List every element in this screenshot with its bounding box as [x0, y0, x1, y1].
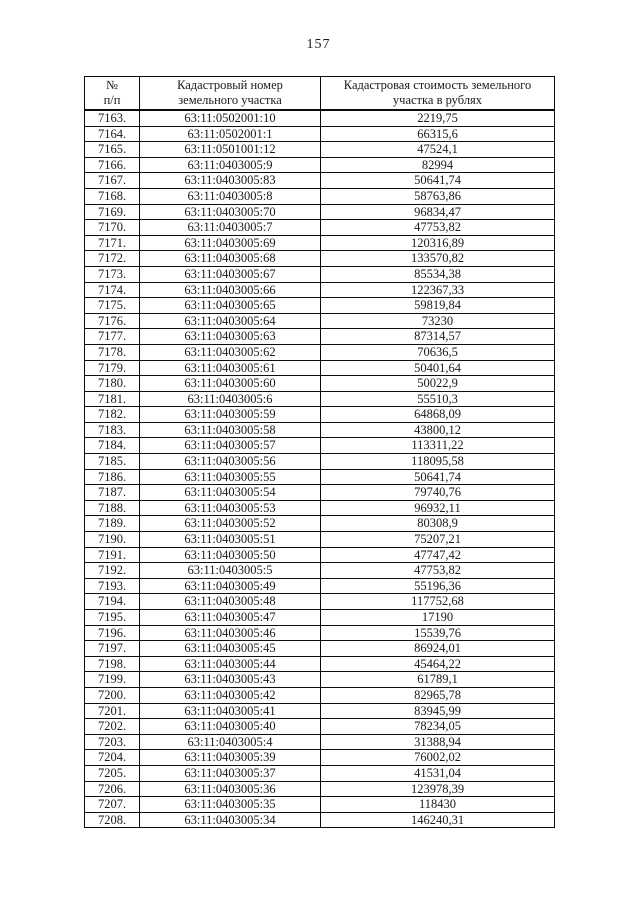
table-row — [85, 687, 555, 703]
table-row — [85, 360, 555, 376]
table-row — [85, 812, 555, 828]
cell-cadastral-value: 17190 — [321, 610, 555, 626]
cell-cadastral-value: 120316,89 — [321, 235, 555, 251]
cell-row-number: 7183. — [85, 422, 140, 438]
table-row — [85, 329, 555, 345]
cell-cadastral-number: 63:11:0403005:64 — [140, 313, 321, 329]
table-row — [85, 594, 555, 610]
cell-row-number: 7169. — [85, 204, 140, 220]
cell-cadastral-value: 113311,22 — [321, 438, 555, 454]
cell-cadastral-value: 117752,68 — [321, 594, 555, 610]
cell-cadastral-value: 43800,12 — [321, 422, 555, 438]
cell-row-number: 7197. — [85, 641, 140, 657]
cell-row-number: 7206. — [85, 781, 140, 797]
cell-row-number: 7184. — [85, 438, 140, 454]
table-row — [85, 641, 555, 657]
cell-cadastral-number: 63:11:0403005:34 — [140, 812, 321, 828]
cell-cadastral-number: 63:11:0403005:50 — [140, 547, 321, 563]
cadastral-table — [84, 76, 555, 828]
cell-cadastral-number: 63:11:0403005:49 — [140, 578, 321, 594]
cell-cadastral-value: 118430 — [321, 797, 555, 813]
cell-row-number: 7208. — [85, 812, 140, 828]
cell-row-number: 7181. — [85, 391, 140, 407]
table-row — [85, 157, 555, 173]
cell-cadastral-number: 63:11:0403005:36 — [140, 781, 321, 797]
cell-cadastral-value: 80308,9 — [321, 516, 555, 532]
cell-cadastral-number: 63:11:0403005:66 — [140, 282, 321, 298]
cell-cadastral-value: 47753,82 — [321, 220, 555, 236]
table-row — [85, 469, 555, 485]
cell-cadastral-value: 133570,82 — [321, 251, 555, 267]
cell-cadastral-number: 63:11:0403005:43 — [140, 672, 321, 688]
table-row — [85, 500, 555, 516]
header-cell-cadastral-value — [321, 77, 555, 111]
table-row — [85, 781, 555, 797]
header-line: Кадастровый номер — [177, 78, 283, 92]
cell-cadastral-value: 83945,99 — [321, 703, 555, 719]
cell-row-number: 7189. — [85, 516, 140, 532]
table-row — [85, 344, 555, 360]
cell-cadastral-value: 47747,42 — [321, 547, 555, 563]
cell-cadastral-value: 50641,74 — [321, 469, 555, 485]
cell-row-number: 7167. — [85, 173, 140, 189]
cell-cadastral-number: 63:11:0403005:67 — [140, 266, 321, 282]
cell-row-number: 7182. — [85, 407, 140, 423]
cell-cadastral-value: 58763,86 — [321, 188, 555, 204]
cell-cadastral-number: 63:11:0403005:44 — [140, 656, 321, 672]
cell-row-number: 7174. — [85, 282, 140, 298]
table-row — [85, 188, 555, 204]
cell-cadastral-value: 41531,04 — [321, 765, 555, 781]
cell-row-number: 7187. — [85, 485, 140, 501]
cell-cadastral-value: 50401,64 — [321, 360, 555, 376]
cell-cadastral-number: 63:11:0403005:35 — [140, 797, 321, 813]
cell-cadastral-value: 96834,47 — [321, 204, 555, 220]
table-row — [85, 563, 555, 579]
cell-cadastral-number: 63:11:0403005:5 — [140, 563, 321, 579]
cell-row-number: 7193. — [85, 578, 140, 594]
cell-cadastral-number: 63:11:0403005:37 — [140, 765, 321, 781]
cell-cadastral-value: 75207,21 — [321, 532, 555, 548]
cell-cadastral-number: 63:11:0403005:39 — [140, 750, 321, 766]
cell-cadastral-number: 63:11:0403005:40 — [140, 719, 321, 735]
cell-row-number: 7177. — [85, 329, 140, 345]
cell-cadastral-value: 50641,74 — [321, 173, 555, 189]
table-row — [85, 656, 555, 672]
cell-row-number: 7190. — [85, 532, 140, 548]
table-row — [85, 204, 555, 220]
table-row — [85, 454, 555, 470]
table-row — [85, 126, 555, 142]
cell-row-number: 7178. — [85, 344, 140, 360]
cell-cadastral-value: 87314,57 — [321, 329, 555, 345]
cell-cadastral-value: 118095,58 — [321, 454, 555, 470]
cell-cadastral-value: 73230 — [321, 313, 555, 329]
table-row — [85, 625, 555, 641]
cell-cadastral-number: 63:11:0403005:65 — [140, 298, 321, 314]
table-row — [85, 251, 555, 267]
cell-cadastral-number: 63:11:0403005:45 — [140, 641, 321, 657]
cell-cadastral-value: 50022,9 — [321, 376, 555, 392]
table-row — [85, 547, 555, 563]
cell-cadastral-number: 63:11:0403005:42 — [140, 687, 321, 703]
cell-row-number: 7180. — [85, 376, 140, 392]
table-row — [85, 734, 555, 750]
cell-cadastral-number: 63:11:0403005:59 — [140, 407, 321, 423]
table-body — [85, 110, 555, 828]
cell-cadastral-number: 63:11:0403005:52 — [140, 516, 321, 532]
cell-row-number: 7198. — [85, 656, 140, 672]
cell-cadastral-number: 63:11:0502001:1 — [140, 126, 321, 142]
cell-row-number: 7176. — [85, 313, 140, 329]
cell-cadastral-value: 70636,5 — [321, 344, 555, 360]
cell-row-number: 7185. — [85, 454, 140, 470]
cell-row-number: 7173. — [85, 266, 140, 282]
cell-row-number: 7200. — [85, 687, 140, 703]
cell-row-number: 7196. — [85, 625, 140, 641]
cell-cadastral-number: 63:11:0403005:60 — [140, 376, 321, 392]
cell-cadastral-value: 82994 — [321, 157, 555, 173]
table-row — [85, 266, 555, 282]
cell-cadastral-value: 66315,6 — [321, 126, 555, 142]
table-row — [85, 703, 555, 719]
cell-cadastral-value: 55510,3 — [321, 391, 555, 407]
cell-cadastral-number: 63:11:0403005:47 — [140, 610, 321, 626]
cell-cadastral-number: 63:11:0403005:4 — [140, 734, 321, 750]
table-row — [85, 578, 555, 594]
cell-cadastral-value: 55196,36 — [321, 578, 555, 594]
table-row — [85, 516, 555, 532]
cell-cadastral-value: 45464,22 — [321, 656, 555, 672]
cell-cadastral-number: 63:11:0403005:9 — [140, 157, 321, 173]
page-number: 157 — [306, 37, 331, 52]
cell-row-number: 7186. — [85, 469, 140, 485]
table-row — [85, 485, 555, 501]
cell-cadastral-value: 31388,94 — [321, 734, 555, 750]
cell-row-number: 7163. — [85, 110, 140, 126]
cell-row-number: 7165. — [85, 142, 140, 158]
cell-cadastral-number: 63:11:0403005:83 — [140, 173, 321, 189]
table-row — [85, 532, 555, 548]
cell-cadastral-number: 63:11:0502001:10 — [140, 110, 321, 126]
cell-cadastral-value: 79740,76 — [321, 485, 555, 501]
cell-row-number: 7164. — [85, 126, 140, 142]
cell-cadastral-number: 63:11:0403005:7 — [140, 220, 321, 236]
cell-cadastral-number: 63:11:0403005:68 — [140, 251, 321, 267]
table-row — [85, 298, 555, 314]
cell-cadastral-number: 63:11:0403005:58 — [140, 422, 321, 438]
table-row — [85, 376, 555, 392]
cell-row-number: 7179. — [85, 360, 140, 376]
cell-row-number: 7204. — [85, 750, 140, 766]
table-row — [85, 220, 555, 236]
cell-cadastral-value: 86924,01 — [321, 641, 555, 657]
table-row — [85, 313, 555, 329]
header-cell-row-number — [85, 77, 140, 111]
cell-cadastral-value: 76002,02 — [321, 750, 555, 766]
cell-cadastral-value: 96932,11 — [321, 500, 555, 516]
table-row — [85, 438, 555, 454]
table-row — [85, 235, 555, 251]
cell-cadastral-number: 63:11:0403005:62 — [140, 344, 321, 360]
cell-row-number: 7170. — [85, 220, 140, 236]
table-row — [85, 407, 555, 423]
cell-cadastral-value: 146240,31 — [321, 812, 555, 828]
cell-cadastral-number: 63:11:0403005:55 — [140, 469, 321, 485]
cell-cadastral-number: 63:11:0403005:46 — [140, 625, 321, 641]
table-row — [85, 282, 555, 298]
cell-cadastral-number: 63:11:0403005:70 — [140, 204, 321, 220]
cell-cadastral-value: 61789,1 — [321, 672, 555, 688]
table-row — [85, 750, 555, 766]
cell-cadastral-number: 63:11:0403005:6 — [140, 391, 321, 407]
table-row — [85, 391, 555, 407]
table-row — [85, 142, 555, 158]
header-line: участка в рублях — [392, 93, 483, 107]
table-row — [85, 719, 555, 735]
cell-cadastral-number: 63:11:0403005:57 — [140, 438, 321, 454]
table-row — [85, 765, 555, 781]
cell-row-number: 7168. — [85, 188, 140, 204]
cell-cadastral-number: 63:11:0403005:53 — [140, 500, 321, 516]
cell-cadastral-value: 123978,39 — [321, 781, 555, 797]
cell-row-number: 7192. — [85, 563, 140, 579]
cell-cadastral-number: 63:11:0403005:61 — [140, 360, 321, 376]
header-row — [85, 77, 555, 111]
table-row — [85, 672, 555, 688]
header-line: № — [106, 78, 118, 92]
cell-row-number: 7205. — [85, 765, 140, 781]
header-line: Кадастровая стоимость земельного — [343, 78, 532, 92]
cell-cadastral-number: 63:11:0403005:63 — [140, 329, 321, 345]
cell-row-number: 7172. — [85, 251, 140, 267]
header-line: п/п — [103, 93, 121, 107]
cell-cadastral-value: 78234,05 — [321, 719, 555, 735]
cell-row-number: 7166. — [85, 157, 140, 173]
cell-cadastral-value: 47524,1 — [321, 142, 555, 158]
cell-cadastral-number: 63:11:0403005:48 — [140, 594, 321, 610]
cell-row-number: 7175. — [85, 298, 140, 314]
cell-cadastral-number: 63:11:0403005:51 — [140, 532, 321, 548]
table-row — [85, 422, 555, 438]
cell-row-number: 7171. — [85, 235, 140, 251]
cell-cadastral-number: 63:11:0403005:54 — [140, 485, 321, 501]
cell-row-number: 7188. — [85, 500, 140, 516]
cell-row-number: 7195. — [85, 610, 140, 626]
cell-cadastral-value: 85534,38 — [321, 266, 555, 282]
cell-cadastral-value: 59819,84 — [321, 298, 555, 314]
cell-row-number: 7202. — [85, 719, 140, 735]
cell-cadastral-value: 82965,78 — [321, 687, 555, 703]
header-cell-cadastral-number — [140, 77, 321, 111]
table-row — [85, 173, 555, 189]
header-line: земельного участка — [178, 93, 282, 107]
table-row — [85, 797, 555, 813]
cell-row-number: 7201. — [85, 703, 140, 719]
table-row — [85, 110, 555, 126]
cell-cadastral-number: 63:11:0501001:12 — [140, 142, 321, 158]
cell-cadastral-value: 64868,09 — [321, 407, 555, 423]
cell-row-number: 7194. — [85, 594, 140, 610]
cell-cadastral-number: 63:11:0403005:69 — [140, 235, 321, 251]
cell-row-number: 7203. — [85, 734, 140, 750]
cell-cadastral-number: 63:11:0403005:8 — [140, 188, 321, 204]
cell-row-number: 7199. — [85, 672, 140, 688]
table-row — [85, 610, 555, 626]
cell-cadastral-value: 47753,82 — [321, 563, 555, 579]
cell-cadastral-value: 2219,75 — [321, 110, 555, 126]
cell-row-number: 7207. — [85, 797, 140, 813]
cell-cadastral-number: 63:11:0403005:41 — [140, 703, 321, 719]
cell-row-number: 7191. — [85, 547, 140, 563]
cell-cadastral-number: 63:11:0403005:56 — [140, 454, 321, 470]
cell-cadastral-value: 122367,33 — [321, 282, 555, 298]
cell-cadastral-value: 15539,76 — [321, 625, 555, 641]
